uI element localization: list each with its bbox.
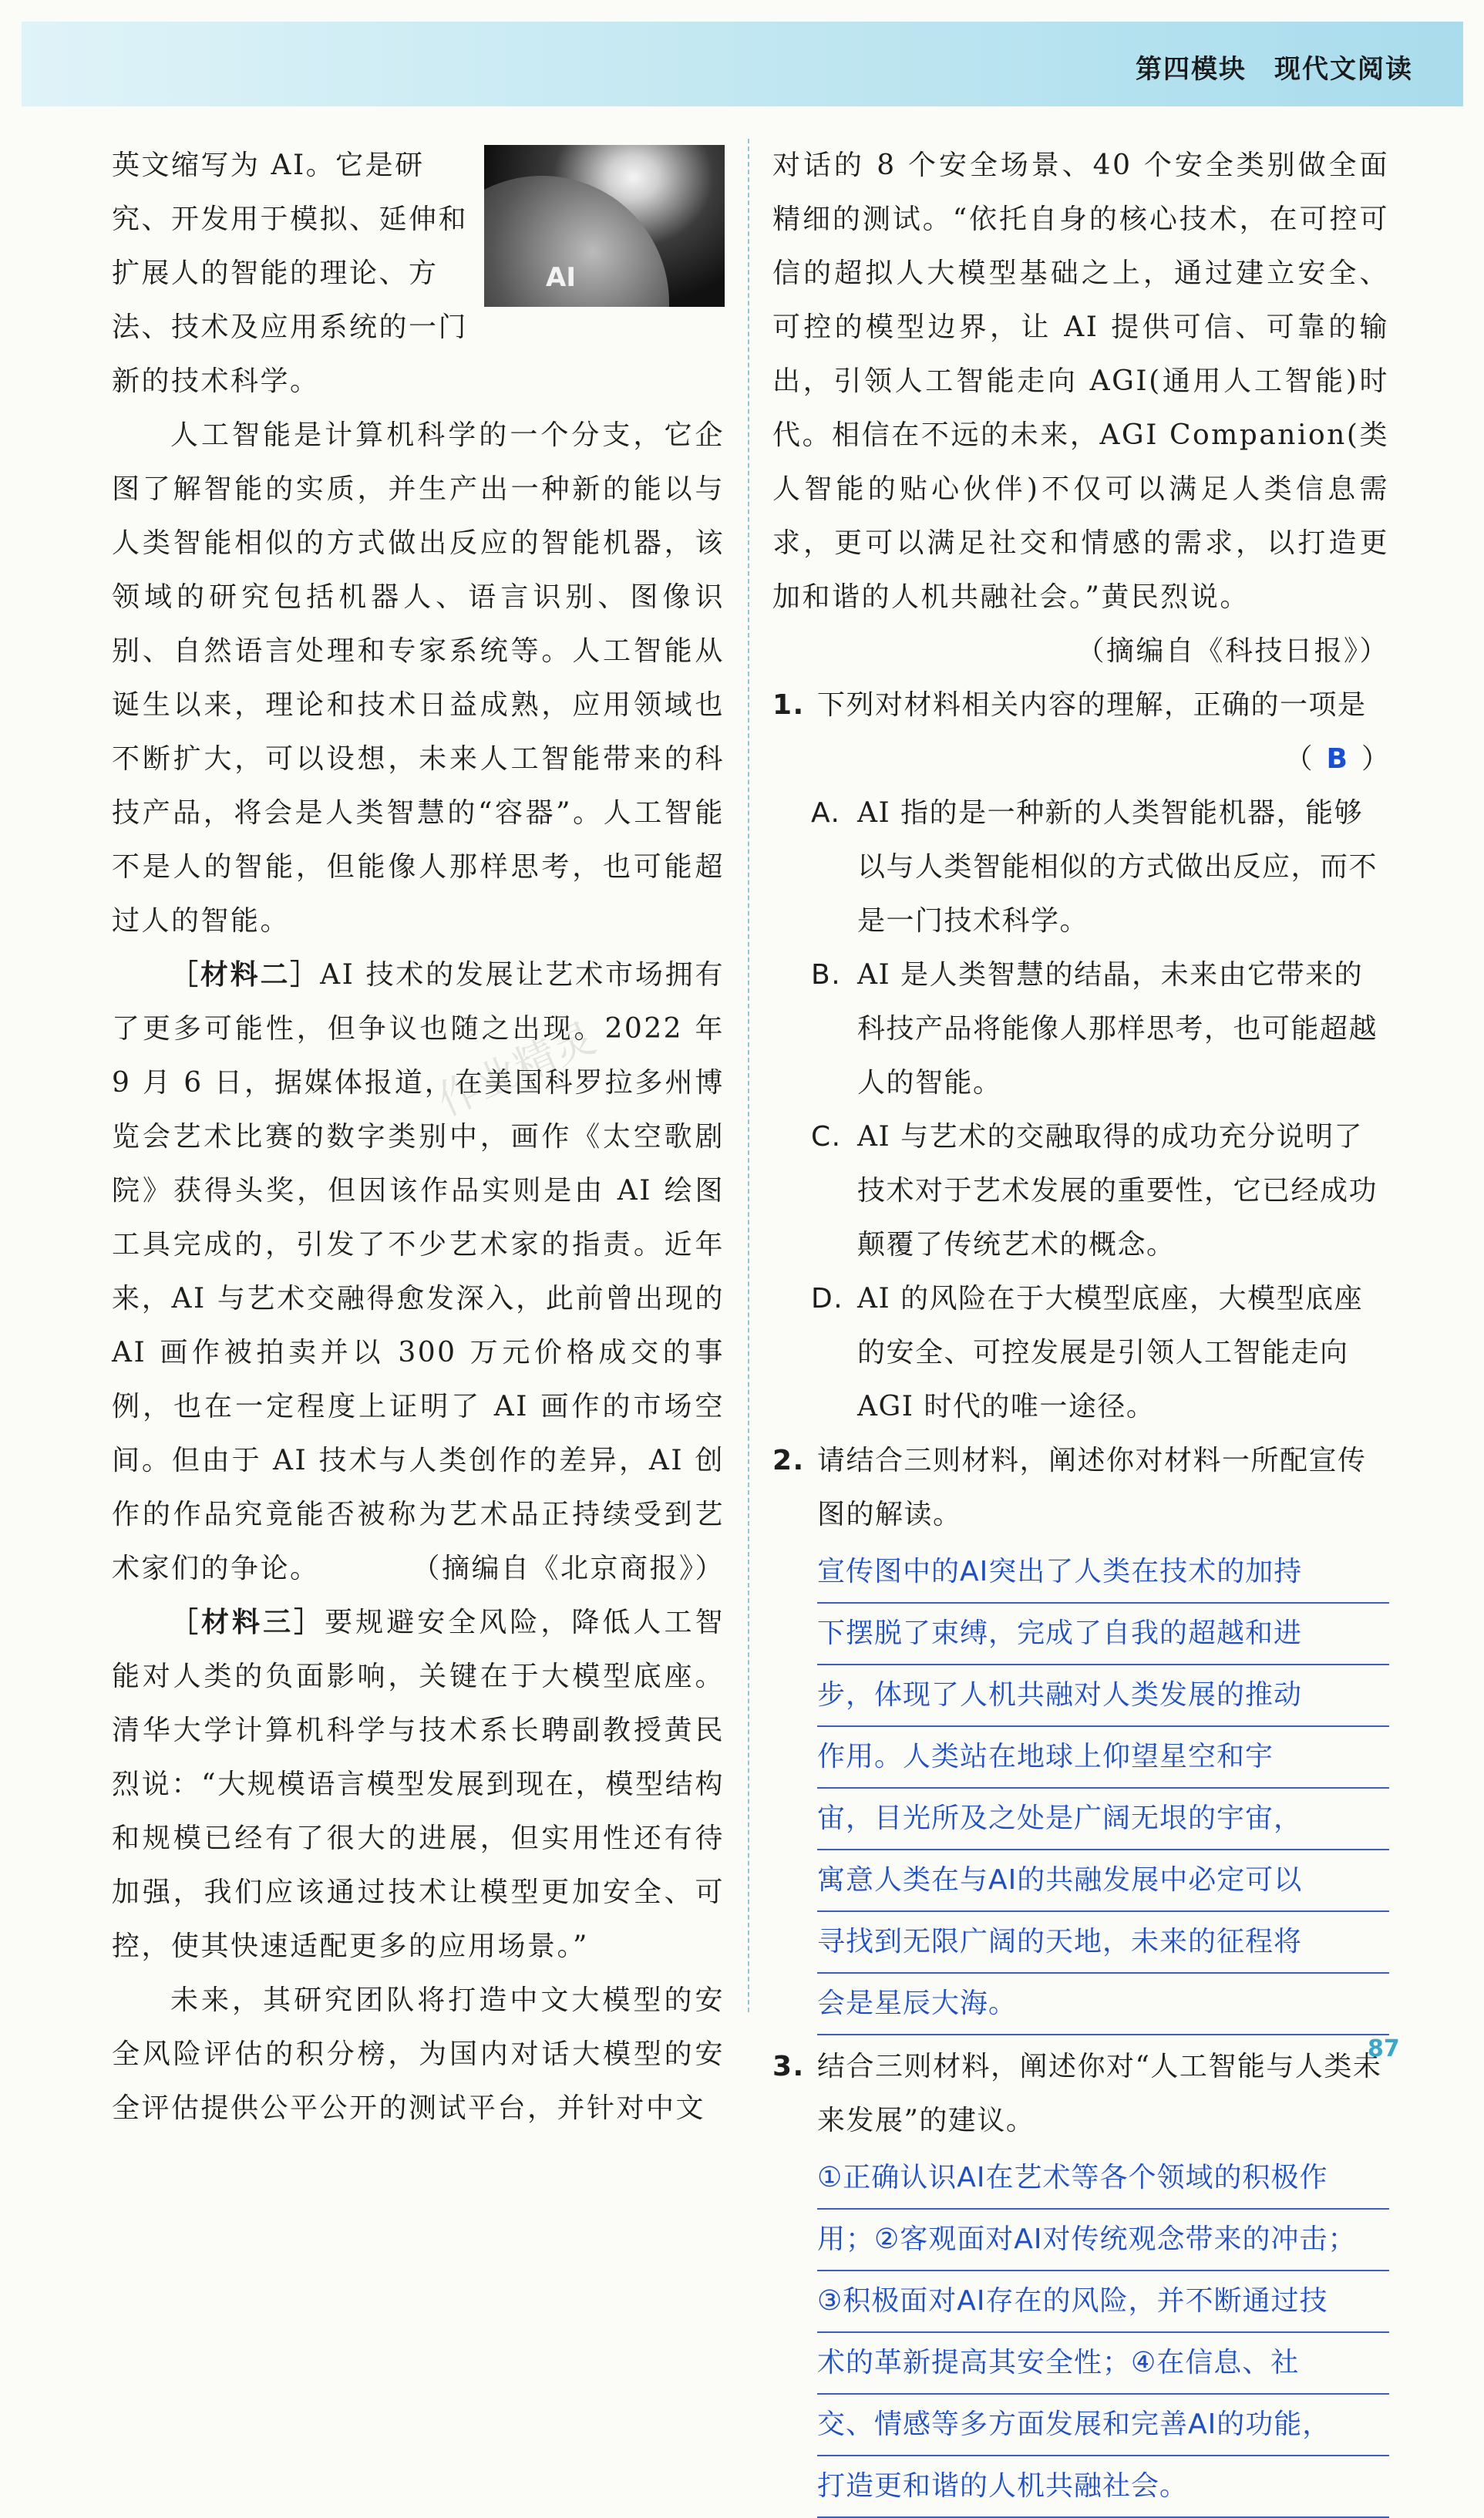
column-divider [748,139,749,2012]
answer-line: ③积极面对AI存在的风险，并不断通过技 [817,2271,1389,2333]
bracket-open: （ [1284,743,1313,775]
answer-line: 打造更和谐的人机共融社会。 [817,2456,1389,2518]
answer-line: 宙，目光所及之处是广阔无垠的宇宙， [817,1789,1389,1850]
option-text: AI 与艺术的交融取得的成功充分说明了技术对于艺术发展的重要性，它已经成功颠覆了传统艺术的概念。 [857,1121,1378,1261]
planet-shape [484,176,669,307]
option-text: AI 的风险在于大模型底座，大模型底座的安全、可控发展是引领人工智能走向 AGI 时代的唯一途径。 [857,1283,1364,1422]
intro-last-line: 新的技术科学。 [112,365,320,397]
question-number: 2. [772,1445,805,1476]
left-column [112,139,725,2136]
ai-illustration [484,145,725,307]
answer-line: 用；②客观面对AI对传统观念带来的冲击； [817,2210,1389,2271]
future-paragraph: 未来，其研究团队将打造中文大模型的安全风险评估的积分榜，为国内对话大模型的安全评估提供公平公开的测试平台，并针对中文 [112,1984,725,2124]
option-letter: B. [811,959,842,991]
intro-block [112,139,725,397]
answer-line: 步，体现了人机共融对人类发展的推动 [817,1665,1389,1727]
answer-line: 下摆脱了束缚，完成了自我的超越和进 [817,1604,1389,1665]
question-stem: 结合三则材料，阐述你对“人工智能与人类未来发展”的建议。 [817,2051,1382,2136]
answer-line: 作用。人类站在地球上仰望星空和宇 [817,1727,1389,1789]
intro-line: 扩展人的智能的理论、方 [112,258,439,289]
option-text: AI 指的是一种新的人类智能机器，能够以与人类智能相似的方式做出反应，而不是一门技术科学。 [857,797,1378,937]
ai-illustration-label: AI [546,262,576,293]
bracket-close: ） [1361,743,1389,775]
question-number: 3. [772,2051,805,2082]
answer-line: 宣传图中的AI突出了人类在技术的加持 [817,1542,1389,1604]
intro-text [112,139,470,355]
material-three-text: 要规避安全风险，降低人工智能对人类的负面影响，关键在于大模型底座。清华大学计算机科学与技术系长聘副教授黄民烈说：“大规模语言模型发展到现在，模型结构和规模已经有了很大的进展，但实用性还有待加强，我们应该通过技术让模型更加安全、可控，使其快速适配更多的应用场景。” [112,1607,725,1962]
handwritten-answer: B [1326,743,1348,775]
material-two-label: ［材料二］ [170,959,321,991]
answer-line: ①正确认识AI在艺术等各个领域的积极作 [817,2148,1389,2210]
option-c [772,1110,1389,1272]
header-title: 第四模块 现代文阅读 [1136,54,1413,85]
intro-line: 英文缩写为 AI。它是研 [112,150,425,181]
question-3 [772,2040,1389,2148]
question-number: 1. [772,689,805,721]
handwritten-answer-3 [817,2148,1389,2518]
material-three-paragraph [112,1596,725,1974]
option-d [772,1272,1389,1434]
handwritten-answer-2 [817,1542,1389,2035]
option-text: AI 是人类智慧的结晶，未来由它带来的科技产品将能像人那样思考，也可能超越人的智能。 [857,959,1378,1099]
material-one-paragraph: 人工智能是计算机科学的一个分支，它企图了解智能的实质，并生产出一种新的能以与人类智能相似的方式做出反应的智能机器，该领域的研究包括机器人、语言识别、图像识别、自然语言处理和专家系统等。人工智能从诞生以来，理论和技术日益成熟，应用领域也不断扩大，可以设想，未来人工智能带来的科技产品，将会是人类智慧的“容器”。人工智能不是人的智能，但能像人那样思考，也可能超过人的智能。 [112,419,725,937]
option-letter: C. [811,1121,842,1153]
material-three-source: （摘编自《科技日报》） [1076,635,1389,667]
answer-bracket [772,732,1389,786]
watermark: 作业精灵 [430,1013,603,1126]
option-letter: A. [811,797,841,829]
continued-paragraph: 对话的 8 个安全场景、40 个安全类别做全面精细的测试。“依托自身的核心技术，在可控可信的超拟人大模型基础之上，通过建立安全、可控的模型边界，让 AI 提供可信、可靠的输出，引领人工智能走向 AGI(通用人工智能)时代。相信在不远的未来，AGI Companion(类人智能的贴心伙伴)不仅可以满足人类信息需求，更可以满足社交和情感的需求，以打造更加和谐的人机共融社会。”黄民烈说。 [772,150,1389,613]
intro-line: 法、技术及应用系统的一门 [112,311,469,343]
question-stem: 下列对材料相关内容的理解，正确的一项是 [817,689,1367,721]
right-column [772,139,1389,2518]
answer-line: 寻找到无限广阔的天地，未来的征程将 [817,1912,1389,1974]
page-number: 87 [1368,2035,1400,2062]
material-two-paragraph [112,948,725,1596]
question-stem: 请结合三则材料，阐述你对材料一所配宣传图的解读。 [817,1445,1367,1530]
answer-line: 术的革新提高其安全性；④在信息、社 [817,2333,1389,2395]
answer-line: 会是星辰大海。 [817,1974,1389,2035]
option-letter: D. [811,1283,844,1315]
material-two-source: （摘编自《北京商报》） [412,1553,725,1584]
question-1 [772,678,1389,732]
material-two-text: AI 技术的发展让艺术市场拥有了更多可能性，但争议也随之出现。2022 年 9 月 6 日，据媒体报道，在美国科罗拉多州博览会艺术比赛的数字类别中，画作《太空歌剧院》获得头奖，但因该作品实则是由 AI 绘图工具完成的，引发了不少艺术家的指责。近年来，AI 与艺术交融得愈发深入，此前曾出现的 AI 画作被拍卖并以 300 万元价格成交的事例，也在一定程度上证明了 AI 画作的市场空间。但由于 AI 技术与人类创作的差异，AI 创作的作品究竟能否被称为艺术品正持续受到艺术家们的争论。 [112,959,725,1584]
intro-line: 究、开发用于模拟、延伸和 [112,204,469,235]
material-three-label: ［材料三］ [170,1607,325,1638]
question-2 [772,1434,1389,1542]
answer-line: 寓意人类在与AI的共融发展中必定可以 [817,1850,1389,1912]
option-b [772,948,1389,1110]
option-a [772,786,1389,948]
answer-line: 交、情感等多方面发展和完善AI的功能， [817,2395,1389,2456]
